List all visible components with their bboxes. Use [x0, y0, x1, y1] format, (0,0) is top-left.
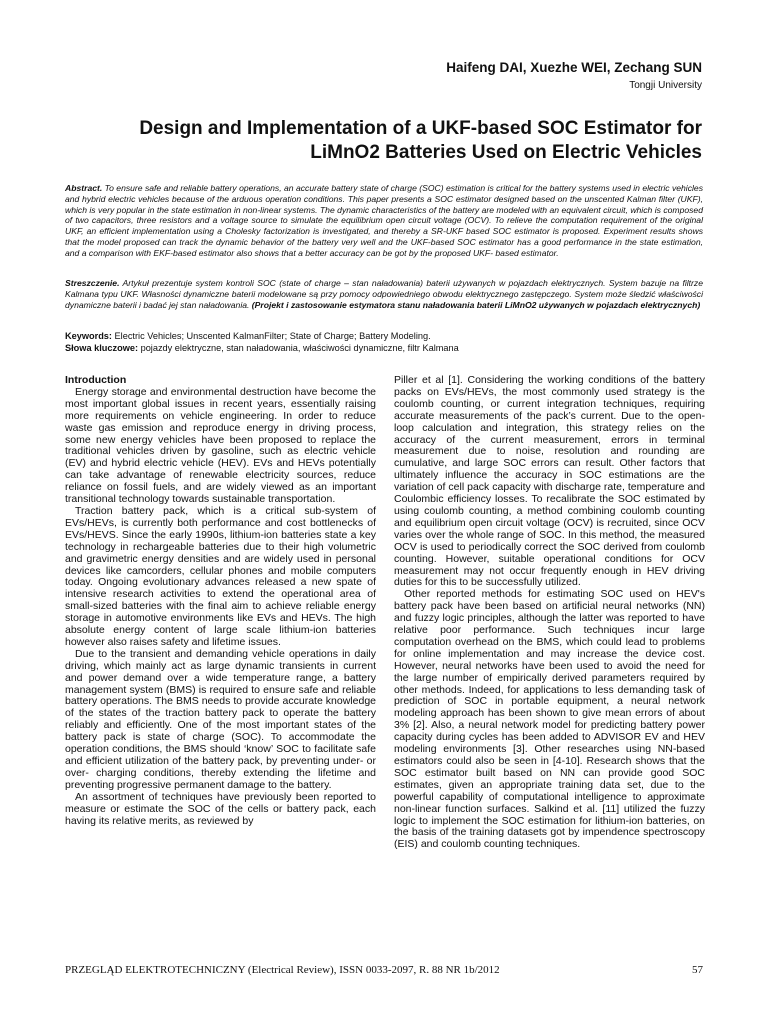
title-line-2: LiMnO2 Batteries Used on Electric Vehicles [310, 142, 702, 163]
affiliation: Tongji University [629, 80, 702, 91]
paragraph: Energy storage and environmental destruction have become the most important global issues in recent years, essentially raising more requirements on vehicle engineering. In order to reduce waste gas emission and reproduce energy in driving process, some new energy vehicles have been proposed to replace the traditional vehicles driven by gasoline, such as electric vehicle (EV) and hybrid electric vehicle (HEV). EVs and HEVs potentially can take advantage of renewable electricity sources, reduce reliance on fossil fuels, and are widely viewed as an important transitional technology towards sustainable transportation. [65, 385, 376, 506]
title-line-1: Design and Implementation of a UKF-based SOC Estimator for [139, 118, 702, 139]
section-heading-introduction: Introduction [65, 374, 127, 386]
abstract-label: Abstract. [65, 183, 103, 193]
journal-citation: PRZEGLĄD ELEKTROTECHNICZNY (Electrical Review), ISSN 0033-2097, R. 88 NR 1b/2012 [65, 964, 500, 976]
paragraph: Traction battery pack, which is a critical sub-system of EVs/HEVs, is currently both performance and cost bottlenecks of EVs/HEVS. Since the early 1990s, lithium-ion batteries state a key technology in rechargeable batteries due to their high volumetric and gravimetric energy densities and are widely used in personal devices like camcorders, cellular phones and mobile computers today. Ongoing evolutionary advances released a new spate of intensive research activities to extend the operational area of small-sized batteries with the final aim to achieve reliable energy storage in automotive environments like EVs and HEVs. The high absolute energy content of large scale lithium-ion batteries however also raises safety and lifetime issues. [65, 504, 376, 648]
slowa-kluczowe-text: pojazdy elektryczne, stan naładowania, właściwości dynamiczne, filtr Kalmana [140, 342, 459, 353]
abstract-pl [65, 278, 703, 310]
paragraph: An assortment of techniques have previously been reported to measure or estimate the SOC of the cells or battery pack, each having its relative merits, as reviewed by [65, 790, 376, 827]
keywords-label: Keywords: [65, 331, 112, 341]
keywords-text: Electric Vehicles; Unscented KalmanFilter; State of Charge; Battery Modeling. [114, 331, 431, 341]
paragraph: Due to the transient and demanding vehicle operations in daily driving, which mainly act as large dynamic transients in current and power demand over a wide temperature range, a battery management system (BMS) is required to ensure safe and reliable battery operations. The BMS needs to provide accurate knowledge of the states of the traction battery pack to operate the battery reliably and efficiently. One of the most important states of the battery pack is state of charge (SOC). To accommodate the operation conditions, the BMS should ‘know’ SOC to facilitate safe and efficient utilization of the battery pack, by preventing under- or over- charging conditions, thereby extending the lifetime and preventing progressive permanent damage to the battery. [65, 647, 376, 791]
slowa-kluczowe-label: Słowa kluczowe: [65, 342, 139, 353]
body-column-right [394, 375, 705, 851]
streszczenie-title-pl: (Projekt i zastosowanie estymatora stanu naładowania baterii LiMnO2 używanych w pojazdach elektrycznych) [251, 299, 701, 310]
body-column-left [65, 375, 376, 827]
streszczenie-label: Streszczenie. [65, 278, 120, 288]
abstract-text: To ensure safe and reliable battery operations, an accurate battery state of charge (SOC) estimation is critical for the battery systems used in electric vehicles and hybrid electric vehicles because of the arduous operation conditions. This paper presents a SOC estimator designed based on the unscented Kalman filter (UKF), which is very popular in the state estimation in non-linear systems. The dynamic characteristics of the battery are modeled with an equivalent circuit, which is composed of two capacitors, three resistors and a voltage source to simulate the equilibrium open circuit voltage (OCV). To relieve the computation requirement of the original UKF, an efficient implementation using a Cholesky factorization is investigated, and thereby a SR-UKF based SOC estimator is proposed. Experiment results shows that the model proposed can track the dynamic behavior of the battery very well and the UKF-based SOC estimator has a good performance in the state estimation, and a comparison with EKF-based estimator also shows that a better accuracy can be got by the proposed UKF- based estimator. [65, 183, 703, 258]
keywords-block [65, 331, 703, 354]
abstract-en [65, 183, 703, 259]
paper-title [62, 117, 702, 165]
paragraph: Piller et al [1]. Considering the working conditions of the battery packs on EVs/HEVs, the most commonly used strategy is the coulomb counting, or current integration techniques, requiring accurate measurements of the pack’s current. Due to the open-loop calculation and integration, this strategy relies on the accuracy of the current measurement, errors in terminal measurement due to noise, resolution and rounding are cumulative, and large SOC errors can result. Other factors that ultimately influence the accuracy in SOC estimations are the variation of cell pack capacity with discharge rate, temperature and Coulombic efficiency losses. To recalibrate the SOC estimated by using coulomb counting, a method combining coulomb counting and equilibrium open circuit voltage (OCV) is recruited, since OCV varies over the whole range of SOC. In this method, the measured OCV is used to periodically correct the SOC derived from coulomb counting. However, suitable operational conditions for OCV measurement may not occur frequently enough in HEV driving duties for this to be successfully utilized. [394, 374, 705, 589]
paragraph: Other reported methods for estimating SOC used on HEV's battery pack have been based on artificial neural networks (NN) and fuzzy logic principles, although the latter was reported to have relative poor performance. Such techniques incur large computation overhead on the BMS, which could lead to problems for online implementation and may increase the device cost. However, neural networks have been used to avoid the need for the large number of empirically derived parameters required by other methods. Indeed, for applications to less demanding task of prediction of SOC in portable equipment, a neural network modeling approach has been shown to give mean errors of about 3% [2]. Also, a neural network model for predicting battery power capacity during cycles has been added to ADVISOR EV and HEV modeling environments [3]. Other researches using NN-based estimators could also be seen in [4-10]. Research shows that the SOC estimator built based on NN can provide good SOC estimates, given an appropriate training data set, due to the powerful capability of computational intelligence to approximate non-linear function surfaces. Salkind et al. [11] utilized the fuzzy logic to implement the SOC estimation for lithium-ion batteries, on the basis of the training datasets got by impendence spectroscopy (EIS) and coulomb counting techniques. [394, 588, 705, 851]
keywords-en [65, 331, 703, 343]
streszczenie-text: Artykuł prezentuje system kontroli SOC (state of charge – stan naładowania) baterii używanych w pojazdach elektrycznych. System bazuje na filtrze Kalmana typu UKF. Własności dynamiczne baterii modelowane są przy pomocy odpowiedniego obwodu elektrycznego zastępczego. System może śledzić właściwości dynamiczne baterii i badać jej stan naładowania. [65, 278, 703, 310]
page-number: 57 [692, 964, 703, 976]
author-list: Haifeng DAI, Xuezhe WEI, Zechang SUN [446, 60, 702, 75]
keywords-pl [65, 343, 703, 355]
